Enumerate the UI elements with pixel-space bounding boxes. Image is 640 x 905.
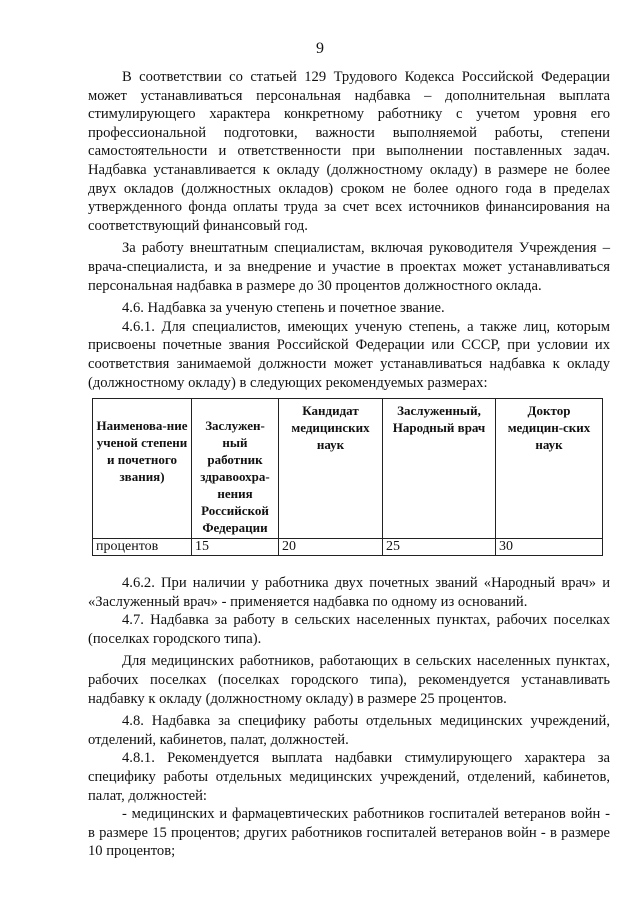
table-header-row bbox=[93, 399, 603, 539]
table-row bbox=[93, 539, 603, 556]
paragraph-rural-workers: Для медицинских работников, работающих в сельских населенных пунктах, рабочих поселках (поселках городского типа), рекомендуется устанавливать надбавку к окладу (должностному окладу) в размере 25 процентов. bbox=[88, 653, 610, 707]
cell-value: 20 bbox=[279, 539, 383, 556]
cell-value: 25 bbox=[383, 539, 496, 556]
document-body bbox=[88, 68, 610, 861]
paragraph-personal-allowance: В соответствии со статьей 129 Трудового Кодекса Российской Федерации может устанавливаться персональная надбавка – дополнительная выплата стимулирующего характера конкретному работнику с учетом уровня его профессиональной подготовки, важности выполняемой работы, степени самостоятельности и ответственности при выполнении поставленных задач. Надбавка устанавливается к окладу (должностному окладу) в размере не более двух окладов (должностных окладов) сроком не более одного года в пределах утвержденного фонда оплаты труда за счет всех источников финансирования на соответствующий финансовый год. bbox=[88, 69, 610, 234]
section-heading-4-8: 4.8. Надбавка за специфику работы отдельных медицинских учреждений, отделений, кабинетов, палат, должностей. bbox=[88, 713, 610, 748]
section-heading-4-6: 4.6. Надбавка за ученую степень и почетное звание. bbox=[122, 300, 445, 317]
header-degree-title: Наименова-ние ученой степени и почетного звания) bbox=[93, 399, 192, 539]
paragraph-veterans-hospitals: - медицинских и фармацевтических работников госпиталей ветеранов войн - в размере 15 процентов; других работников госпиталей ветеранов войн - в размере 10 процентов; bbox=[88, 806, 610, 860]
paragraph-4-6-1: 4.6.1. Для специалистов, имеющих ученую степень, а также лиц, которым присвоены почетные звания Российской Федерации или СССР, при условии их соответствия занимаемой должности может устанавливаться надбавка к окладу (должностному окладу) в следующих рекомендуемых размерах: bbox=[88, 318, 610, 391]
section-heading-4-7: 4.7. Надбавка за работу в сельских населенных пунктах, рабочих поселках (поселках городского типа). bbox=[88, 612, 610, 647]
cell-unit: процентов bbox=[93, 539, 192, 556]
header-honored-people-doctor: Заслуженный, Народный врач bbox=[383, 399, 496, 539]
paragraph-4-6-2: 4.6.2. При наличии у работника двух почетных званий «Народный врач» и «Заслуженный врач» - применяется надбавка по одному из оснований. bbox=[88, 575, 610, 610]
header-honored-health-worker: Заслужен-ный работник здравоохра-нения Российской Федерации bbox=[192, 399, 279, 539]
cell-value: 30 bbox=[496, 539, 603, 556]
header-candidate-medical-sciences: Кандидат медицинских наук bbox=[279, 399, 383, 539]
paragraph-freelance-specialists: За работу внештатным специалистам, включая руководителя Учреждения – врача-специалиста, и за внедрение и участие в проектах может устанавливаться персональная надбавка в размере до 30 процентов должностного оклада. bbox=[88, 240, 610, 294]
header-doctor-medical-sciences: Доктор медицин-ских наук bbox=[496, 399, 603, 539]
paragraph-4-8-1: 4.8.1. Рекомендуется выплата надбавки стимулирующего характера за специфику работы отдельных медицинских учреждений, отделений, кабинетов, палат, должностей: bbox=[88, 750, 610, 804]
page-number: 9 bbox=[316, 40, 324, 57]
allowance-rates-table bbox=[92, 398, 603, 556]
cell-value: 15 bbox=[192, 539, 279, 556]
